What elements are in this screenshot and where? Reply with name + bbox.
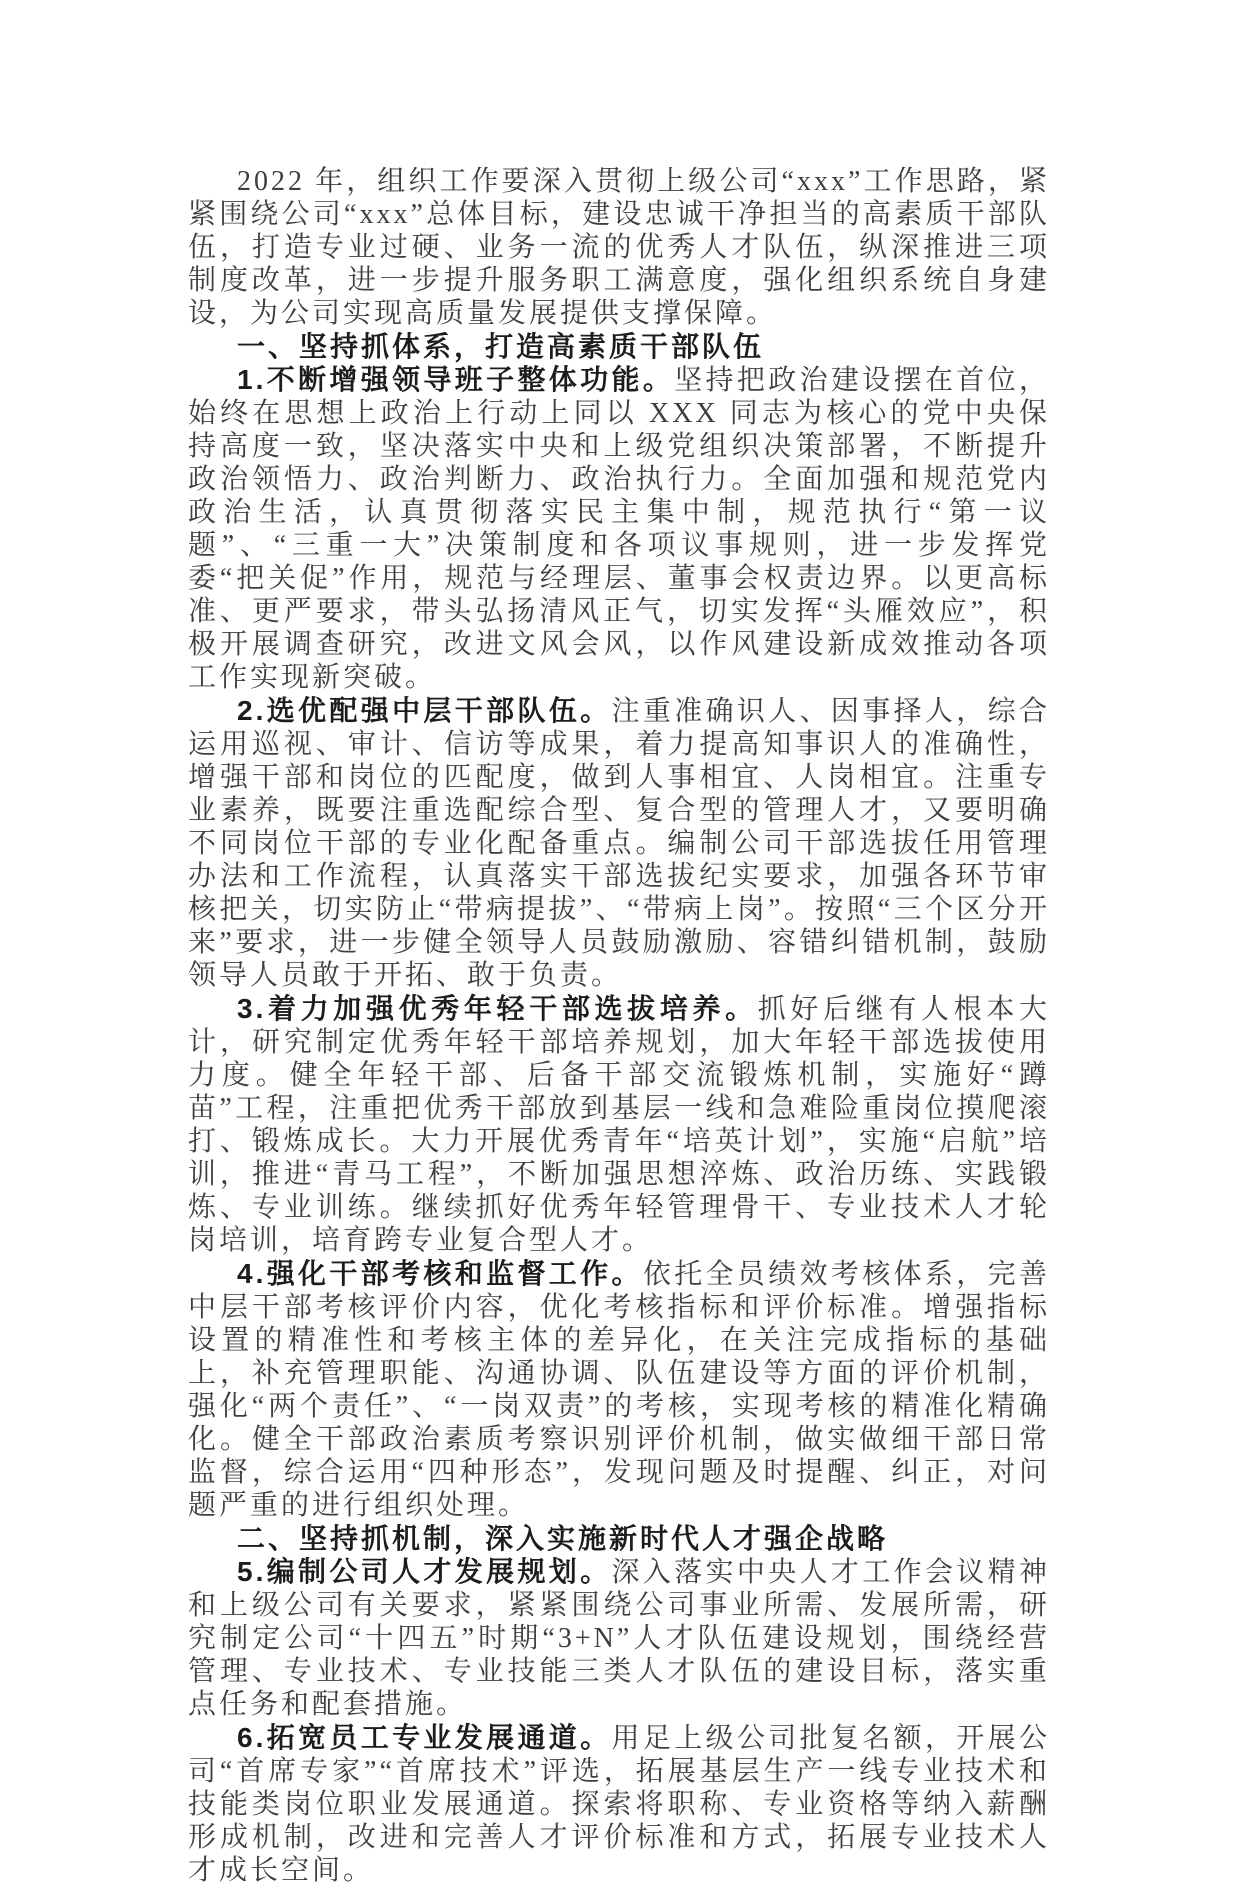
intro-paragraph: 2022 年，组织工作要深入贯彻上级公司“xxx”工作思路，紧紧围绕公司“xxx”总体目标，建设忠诚干净担当的高素质干部队伍，打造专业过硬、业务一流的优秀人才队伍，纵深推进三项制度改革，进一步提升服务职工满意度，强化组织系统自身建设，为公司实现高质量发展提供支撑保障。	[188, 166, 1050, 329]
paragraph-3	[188, 992, 1050, 1257]
paragraph-3-body: 抓好后继有人根本大计，研究制定优秀年轻干部培养规划，加大年轻干部选拔使用力度。健全年轻干部、后备干部交流锻炼机制，实施好“蹲苗”工程，注重把优秀干部放到基层一线和急难险重岗位摸爬滚打、锻炼成长。大力开展优秀青年“培英计划”，实施“启航”培训，推进“青马工程”，不断加强思想淬炼、政治历练、实践锻炼、专业训练。继续抓好优秀年轻管理骨干、专业技术人才轮岗培训，培育跨专业复合型人才。	[188, 994, 1050, 1256]
paragraph-6	[188, 1721, 1050, 1887]
paragraph-6-body: 用足上级公司批复名额，开展公司“首席专家”“首席技术”评选，拓展基层生产一线专业技术和技能类岗位职业发展通道。探索将职称、专业资格等纳入薪酬形成机制，改进和完善人才评价标准和方式，拓展专业技术人才成长空间。	[188, 1723, 1050, 1886]
paragraph-2-lead: 2.选优配强中层干部队伍。	[237, 695, 612, 726]
paragraph-1-body: 坚持把政治建设摆在首位，始终在思想上政治上行动上同以 XXX 同志为核心的党中央保持高度一致，坚决落实中央和上级党组织决策部署，不断提升政治领悟力、政治判断力、政治执行力。全面加强和规范党内政治生活，认真贯彻落实民主集中制，规范执行“第一议题”、“三重一大”决策制度和各项议事规则，进一步发挥党委“把关促”作用，规范与经理层、董事会权责边界。以更高标准、更严要求，带头弘扬清风正气，切实发挥“头雁效应”，积极开展调查研究，改进文风会风，以作风建设新成效推动各项工作实现新突破。	[188, 365, 1050, 693]
paragraph-4	[188, 1257, 1050, 1522]
paragraph-4-lead: 4.强化干部考核和监督工作。	[237, 1258, 643, 1289]
paragraph-5-body: 深入落实中央人才工作会议精神和上级公司有关要求，紧紧围绕公司事业所需、发展所需，研究制定公司“十四五”时期“3+N”人才队伍建设规划，围绕经营管理、专业技术、专业技能三类人才队伍的建设目标，落实重点任务和配套措施。	[188, 1557, 1050, 1720]
paragraph-2-body: 注重准确识人、因事择人，综合运用巡视、审计、信访等成果，着力提高知事识人的准确性，增强干部和岗位的匹配度，做到人事相宜、人岗相宜。注重专业素养，既要注重选配综合型、复合型的管理人才，又要明确不同岗位干部的专业化配备重点。编制公司干部选拔任用管理办法和工作流程，认真落实干部选拔纪实要求，加强各环节审核把关，切实防止“带病提拔”、“带病上岗”。按照“三个区分开来”要求，进一步健全领导人员鼓励激励、容错纠错机制，鼓励领导人员敢于开拓、敢于负责。	[188, 696, 1050, 991]
paragraph-3-lead: 3.着力加强优秀年轻干部选拔培养。	[237, 993, 758, 1024]
paragraph-1	[188, 363, 1050, 694]
paragraph-5	[188, 1555, 1050, 1721]
paragraph-5-lead: 5.编制公司人才发展规划。	[237, 1556, 612, 1587]
paragraph-2	[188, 694, 1050, 992]
section-1-heading: 一、坚持抓体系，打造高素质干部队伍	[237, 331, 765, 362]
paragraph-1-lead: 1.不断增强领导班子整体功能。	[237, 364, 675, 395]
paragraph-6-lead: 6.拓宽员工专业发展通道。	[237, 1722, 612, 1753]
paragraph-4-body: 依托全员绩效考核体系，完善中层干部考核评价内容，优化考核指标和评价标准。增强指标设置的精准性和考核主体的差异化，在关注完成指标的基础上，补充管理职能、沟通协调、队伍建设等方面的评价机制，强化“两个责任”、“一岗双责”的考核，实现考核的精准化精确化。健全干部政治素质考察识别评价机制，做实做细干部日常监督，综合运用“四种形态”，发现问题及时提醒、纠正，对问题严重的进行组织处理。	[188, 1259, 1050, 1521]
section-2-heading: 二、坚持抓机制，深入实施新时代人才强企战略	[237, 1523, 889, 1554]
